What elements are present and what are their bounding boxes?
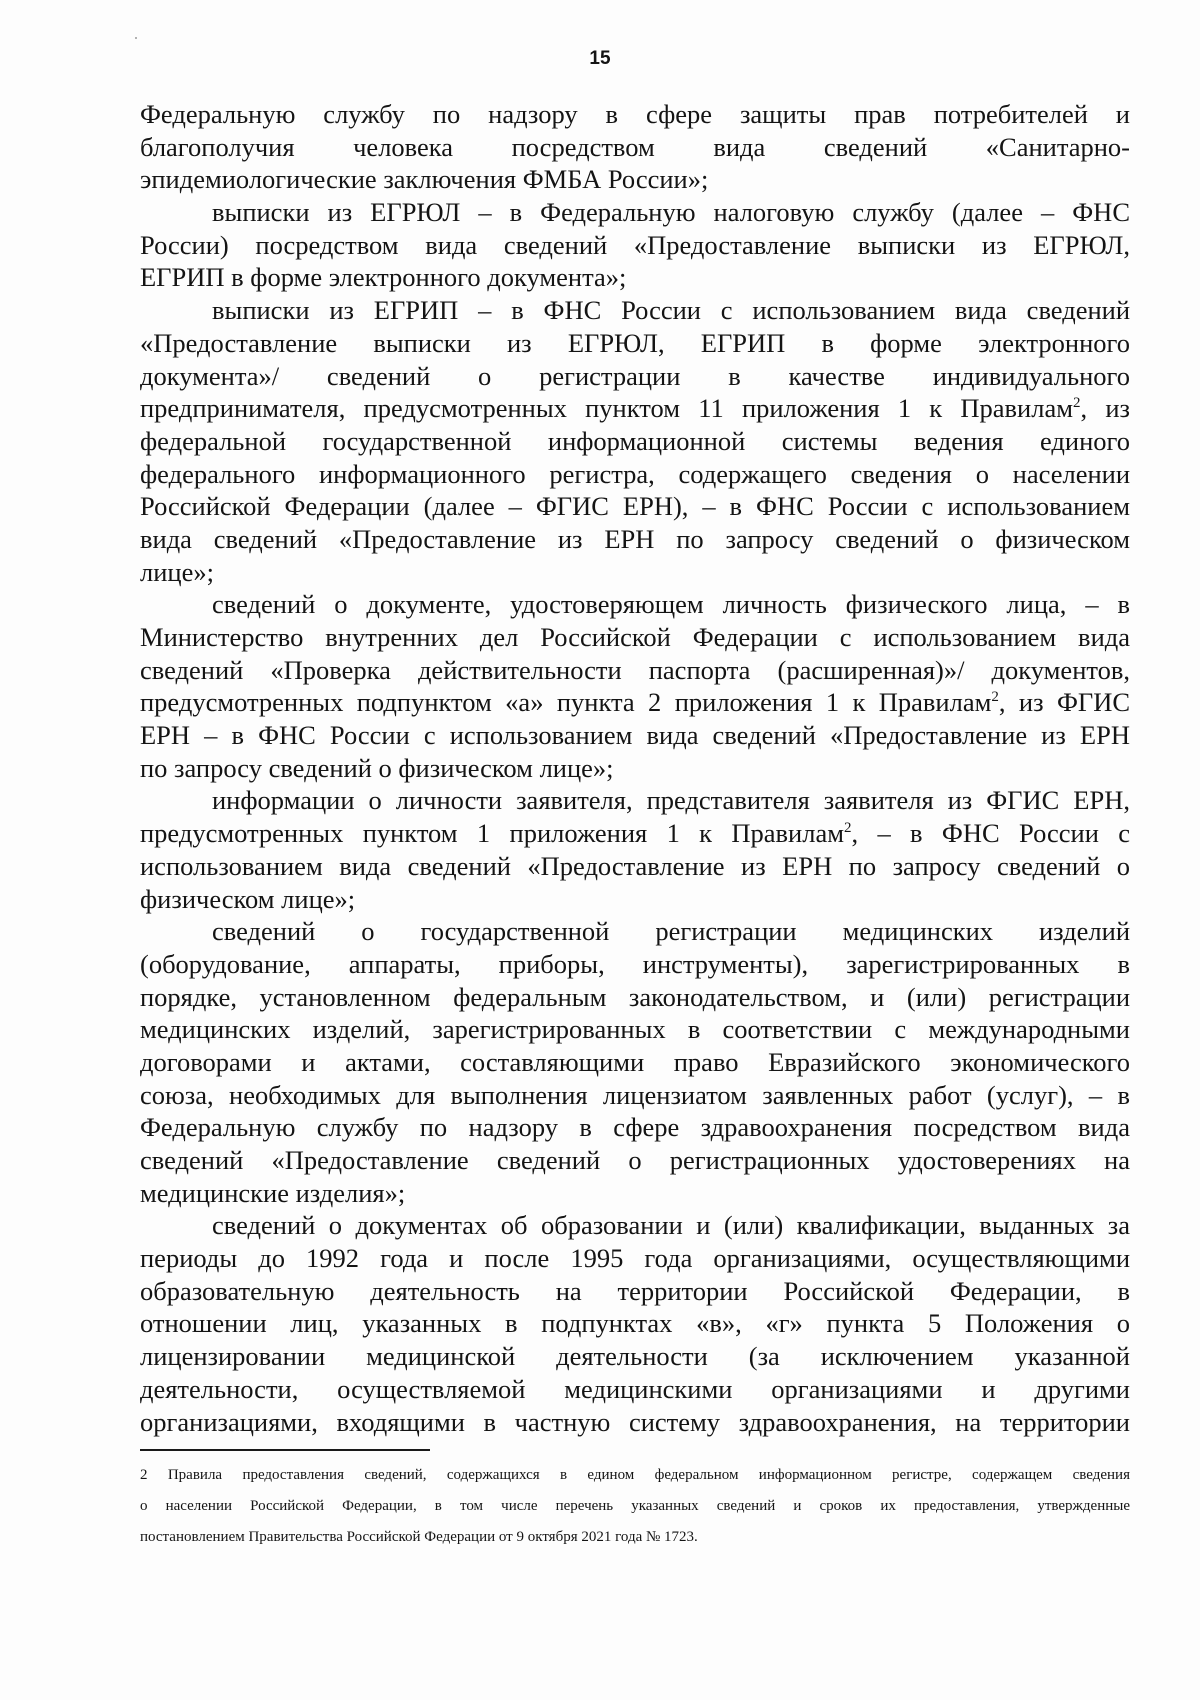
- body-line: [140, 883, 1130, 916]
- body-line: [140, 392, 1130, 425]
- body-line: [140, 948, 1130, 981]
- footnote-line: о населении Российской Федерации, в том числе перечень указанных сведений и сроков их предоставления, утвержденные: [140, 1498, 1130, 1514]
- body-line-text: «Предоставление выписки из ЕГРЮЛ, ЕГРИП в форме электронного: [140, 327, 1130, 358]
- body-text: [140, 98, 1130, 1438]
- body-line: [140, 1242, 1130, 1275]
- body-line: [140, 163, 1130, 196]
- body-line: [140, 1373, 1130, 1406]
- body-line-text: использованием вида сведений «Предоставление из ЕРН по запросу сведений о: [140, 850, 1130, 881]
- body-line: [140, 1079, 1130, 1112]
- body-line: [140, 98, 1130, 131]
- body-line-text: Российской Федерации (далее – ФГИС ЕРН), – в ФНС России с использованием: [140, 491, 1130, 522]
- body-line: [140, 1307, 1130, 1340]
- body-line-text: предпринимателя, предусмотренных пунктом 11 приложения 1 к Правилам: [140, 393, 1073, 424]
- body-line: [140, 817, 1130, 850]
- body-line: [140, 1144, 1130, 1177]
- body-line: [140, 719, 1130, 752]
- body-line-text: предусмотренных подпунктом «а» пункта 2 приложения 1 к Правилам: [140, 687, 992, 718]
- body-line: [140, 490, 1130, 523]
- body-line: [140, 588, 1130, 621]
- body-line-text: ЕГРИП в форме электронного документа»;: [140, 262, 627, 293]
- footnote-reference: 2: [1073, 395, 1081, 412]
- body-line: [140, 360, 1130, 393]
- body-line-text: сведений о государственной регистрации медицинских изделий: [212, 916, 1130, 947]
- body-line-text: лице»;: [140, 556, 214, 587]
- body-line: [140, 131, 1130, 164]
- body-line-text-tail: , – в ФНС России с: [851, 818, 1130, 849]
- body-line: [140, 686, 1130, 719]
- body-line-text: образовательную деятельность на территории Российской Федерации, в: [140, 1275, 1130, 1306]
- body-line-text: деятельности, осуществляемой медицинскими организациями и другими: [140, 1373, 1130, 1404]
- body-line: [140, 294, 1130, 327]
- body-line-text: договорами и актами, составляющими право Евразийского экономического: [140, 1046, 1130, 1077]
- body-line: [140, 850, 1130, 883]
- body-line-text: федерального информационного регистра, содержащего сведения о населении: [140, 458, 1130, 489]
- body-line: [140, 229, 1130, 262]
- body-line: [140, 425, 1130, 458]
- footnote-reference: 2: [991, 689, 999, 706]
- body-line-text: вида сведений «Предоставление из ЕРН по запросу сведений о физическом: [140, 523, 1130, 554]
- body-line-text: медицинские изделия»;: [140, 1177, 406, 1208]
- body-line-text: отношении лиц, указанных в подпунктах «в», «г» пункта 5 Положения о: [140, 1308, 1130, 1339]
- body-line-text: физическом лице»;: [140, 883, 356, 914]
- body-line-text: выписки из ЕГРИП – в ФНС России с использованием вида сведений: [212, 295, 1130, 326]
- body-line-text: сведений о документах об образовании и (или) квалификации, выданных за: [212, 1210, 1130, 1241]
- body-line: [140, 1406, 1130, 1439]
- body-line-text: Федеральную службу по надзору в сфере защиты прав потребителей и: [140, 99, 1130, 129]
- body-line-text: России) посредством вида сведений «Предоставление выписки из ЕГРЮЛ,: [140, 229, 1130, 260]
- body-line: [140, 981, 1130, 1014]
- body-line-text: документа»/ сведений о регистрации в качестве индивидуального: [140, 360, 1130, 391]
- page-number: 15: [589, 48, 611, 69]
- body-line: [140, 327, 1130, 360]
- body-line-text: по запросу сведений о физическом лице»;: [140, 752, 614, 783]
- body-line: [140, 523, 1130, 556]
- body-line: [140, 1209, 1130, 1242]
- body-line-text: лицензировании медицинской деятельности (за исключением указанной: [140, 1341, 1130, 1372]
- body-line-text: благополучия человека посредством вида сведений «Санитарно-: [140, 131, 1130, 162]
- scan-speck: [135, 37, 137, 39]
- body-line: [140, 752, 1130, 785]
- body-line-text: сведений «Предоставление сведений о регистрационных удостоверениях на: [140, 1145, 1130, 1175]
- body-line: [140, 1275, 1130, 1308]
- body-line: [140, 915, 1130, 948]
- body-line-text: эпидемиологические заключения ФМБА России»;: [140, 164, 709, 195]
- body-line-text-tail: , из ФГИС: [998, 687, 1131, 718]
- body-line-text: ЕРН – в ФНС России с использованием вида сведений «Предоставление из ЕРН: [140, 720, 1130, 751]
- body-line: [140, 1177, 1130, 1210]
- body-line-text: федеральной государственной информационной системы ведения единого: [140, 425, 1130, 456]
- footnotes: [140, 1460, 1130, 1553]
- body-line: [140, 784, 1130, 817]
- body-line-text: организациями, входящими в частную систему здравоохранения, на территории: [140, 1406, 1130, 1437]
- body-line: [140, 1013, 1130, 1046]
- body-line-text: медицинских изделий, зарегистрированных в соответствии с международными: [140, 1014, 1130, 1045]
- body-line: [140, 1340, 1130, 1373]
- footnote-reference: 2: [843, 820, 852, 837]
- body-line: [140, 196, 1130, 229]
- body-line: [140, 654, 1130, 687]
- body-line: [140, 1111, 1130, 1144]
- body-line-text: (оборудование, аппараты, приборы, инструменты), зарегистрированных в: [140, 948, 1130, 979]
- body-line-text: союза, необходимых для выполнения лицензиатом заявленных работ (услуг), – в: [140, 1079, 1130, 1110]
- footnote-line: постановлением Правительства Российской Федерации от 9 октября 2021 года № 1723.: [140, 1529, 698, 1545]
- body-line-text: Федеральную службу по надзору в сфере здравоохранения посредством вида: [140, 1112, 1130, 1143]
- body-line-text: сведений «Проверка действительности паспорта (расширенная)»/ документов,: [140, 654, 1130, 685]
- footnote-separator: [140, 1449, 430, 1451]
- body-line-text: периоды до 1992 года и после 1995 года организациями, осуществляющими: [140, 1243, 1130, 1274]
- body-line: [140, 458, 1130, 491]
- body-line-text: выписки из ЕГРЮЛ – в Федеральную налоговую службу (далее – ФНС: [212, 197, 1130, 228]
- body-line-text: информации о личности заявителя, представителя заявителя из ФГИС ЕРН,: [212, 785, 1130, 816]
- body-line-text: сведений о документе, удостоверяющем личность физического лица, – в: [212, 589, 1130, 620]
- body-line: [140, 556, 1130, 589]
- body-line-text: предусмотренных пунктом 1 приложения 1 к Правилам: [140, 818, 844, 849]
- footnote-line: 2 Правила предоставления сведений, содержащихся в едином федеральном информационном регистре, содержащем сведения: [140, 1467, 1130, 1483]
- body-line-text-tail: , из: [1080, 393, 1130, 424]
- body-line: [140, 621, 1130, 654]
- body-line-text: Министерство внутренних дел Российской Федерации с использованием вида: [140, 622, 1130, 652]
- body-line: [140, 1046, 1130, 1079]
- body-line: [140, 261, 1130, 294]
- body-line-text: порядке, установленном федеральным законодательством, и (или) регистрации: [140, 981, 1130, 1012]
